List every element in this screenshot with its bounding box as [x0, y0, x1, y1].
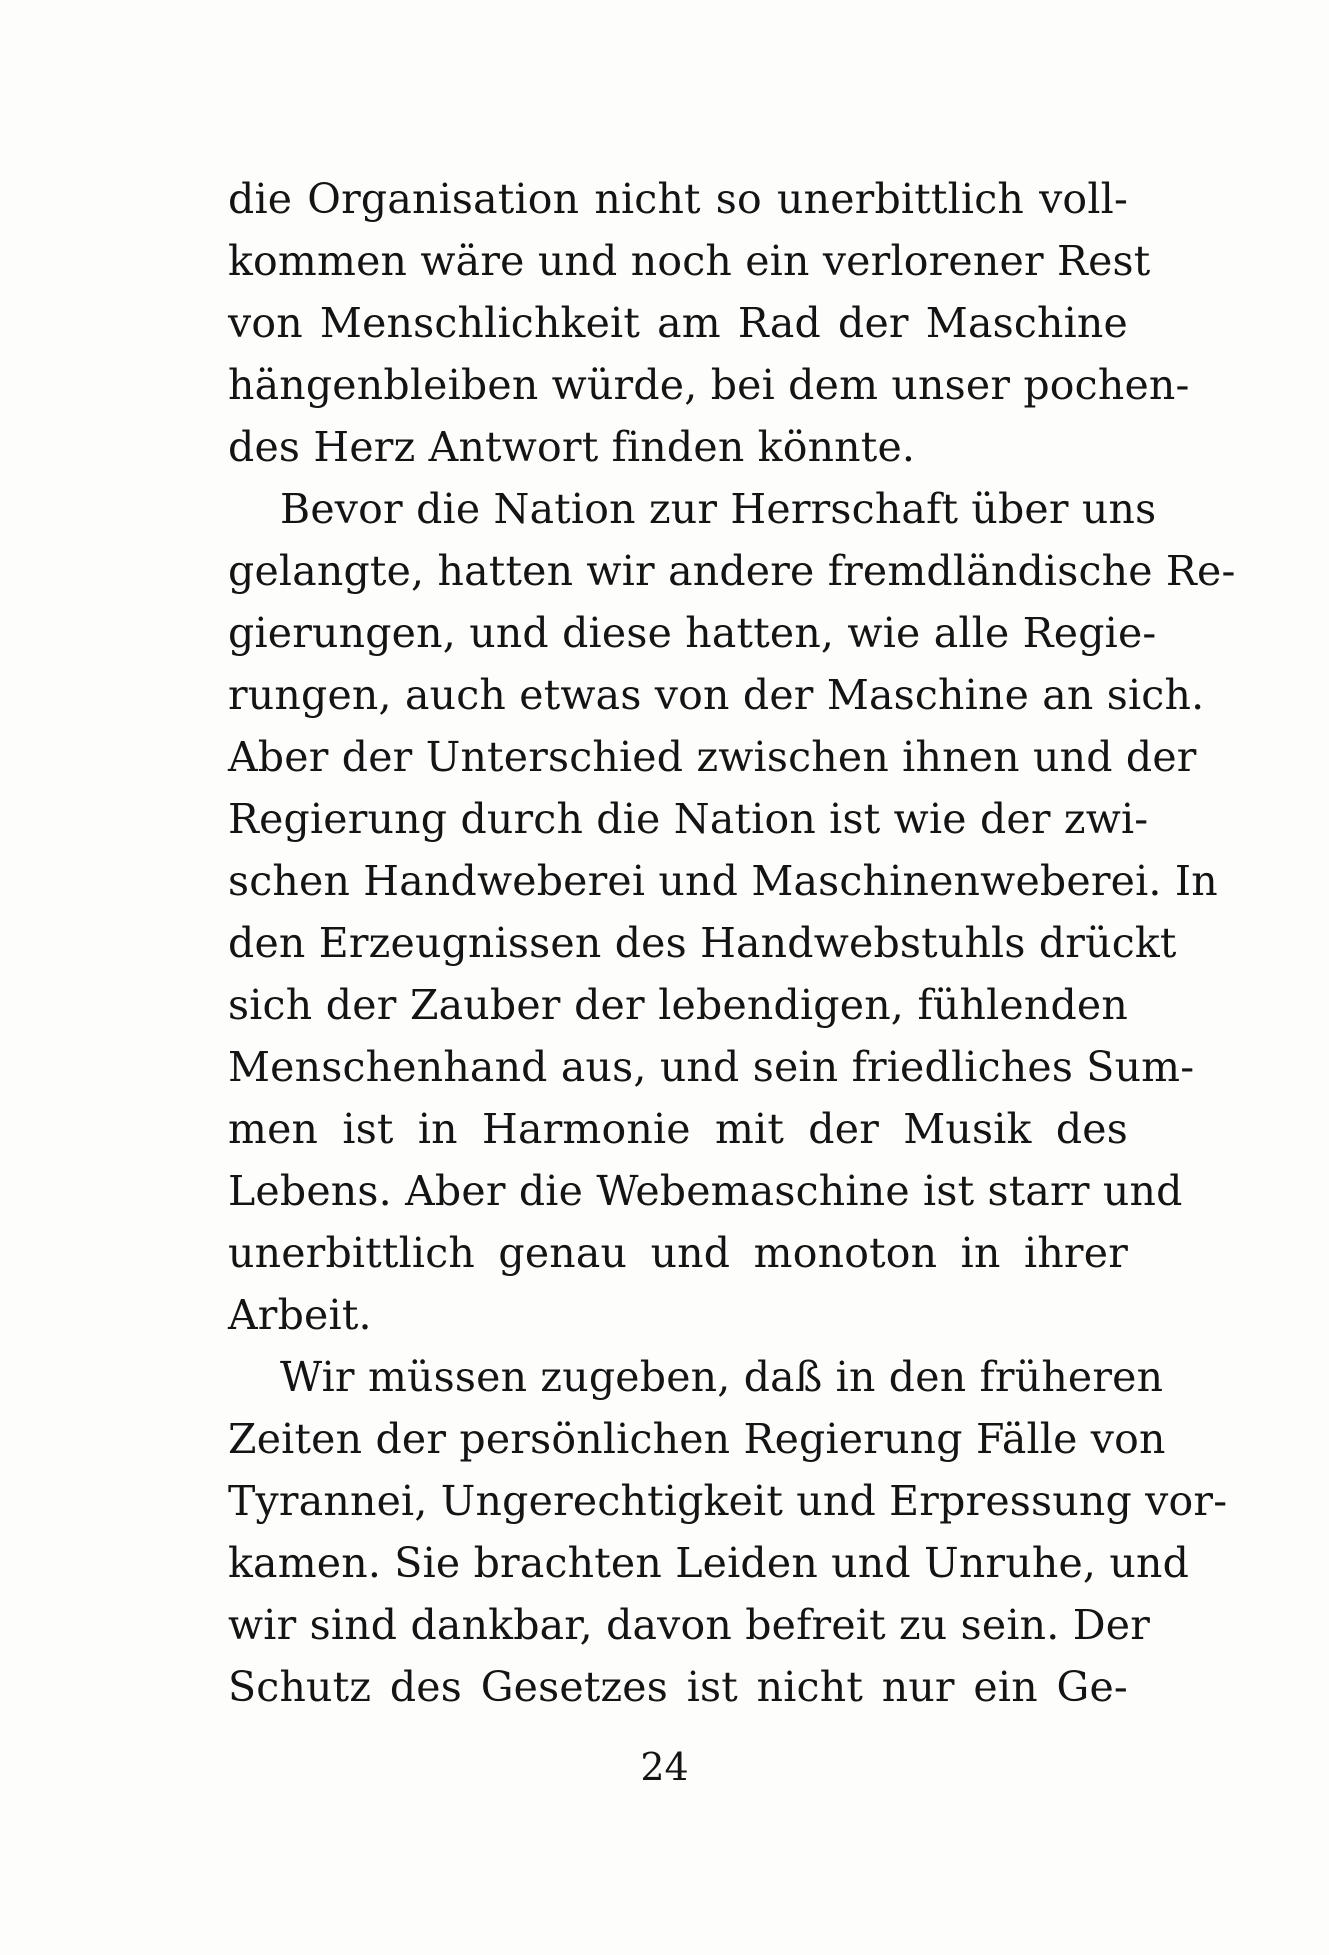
text-line: hängenbleiben würde, bei dem unser pochen- — [228, 361, 1190, 409]
body-text — [228, 168, 1236, 1718]
text-line: kommen wäre und noch ein verlorener Rest — [228, 237, 1151, 285]
paragraph-first-line: Bevor die Nation zur Herrschaft über uns — [280, 485, 1157, 533]
text-line: men ist in Harmonie mit der Musik des — [228, 1105, 1128, 1153]
text-line: Zeiten der persönlichen Regierung Fälle von — [228, 1415, 1166, 1463]
text-line: sich der Zauber der lebendigen, fühlenden — [228, 981, 1128, 1029]
text-line: Arbeit. — [228, 1291, 372, 1339]
text-line: Regierung durch die Nation ist wie der zwi- — [228, 795, 1149, 843]
text-line: Schutz des Gesetzes ist nicht nur ein Ge- — [228, 1663, 1128, 1711]
text-line: des Herz Antwort finden könnte. — [228, 423, 916, 471]
text-line: Lebens. Aber die Webemaschine ist starr und — [228, 1167, 1183, 1215]
text-line: die Organisation nicht so unerbittlich voll- — [228, 175, 1128, 223]
text-line: kamen. Sie brachten Leiden und Unruhe, und — [228, 1539, 1190, 1587]
text-line: gierungen, und diese hatten, wie alle Regie- — [228, 609, 1157, 657]
text-line: gelangte, hatten wir andere fremdländische Re- — [228, 547, 1236, 595]
text-line: Tyrannei, Ungerechtigkeit und Erpressung vor- — [228, 1477, 1228, 1525]
text-line: wir sind dankbar, davon befreit zu sein. Der — [228, 1601, 1151, 1649]
page-number: 24 — [640, 1745, 689, 1789]
text-line: Menschenhand aus, und sein friedliches Sum- — [228, 1043, 1195, 1091]
text-line: den Erzeugnissen des Handwebstuhls drückt — [228, 919, 1177, 967]
text-line: rungen, auch etwas von der Maschine an sich. — [228, 671, 1205, 719]
text-line: unerbittlich genau und monoton in ihrer — [228, 1229, 1128, 1277]
text-line: schen Handweberei und Maschinenweberei. In — [228, 857, 1218, 905]
text-line: von Menschlichkeit am Rad der Maschine — [228, 299, 1128, 347]
text-line: Aber der Unterschied zwischen ihnen und der — [228, 733, 1197, 781]
paragraph-first-line: Wir müssen zugeben, daß in den früheren — [280, 1353, 1164, 1401]
